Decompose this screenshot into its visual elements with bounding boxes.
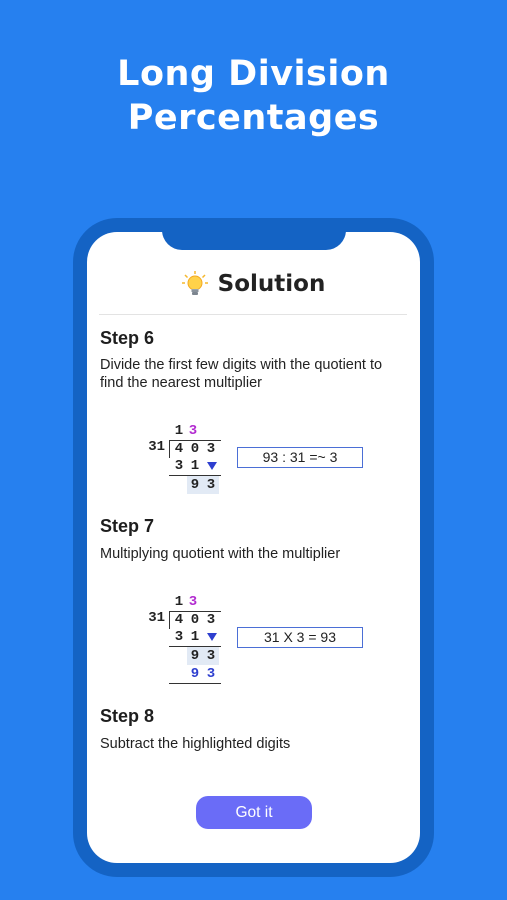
step-6-division [143,422,223,492]
dividend-digit: 3 [206,612,216,628]
product2-digit: 9 [190,666,200,682]
step-8-description: Subtract the highlighted digits [100,736,291,752]
product-digit: 3 [174,458,184,474]
dividend-digit: 4 [174,612,184,628]
quotient-digit: 1 [174,594,184,610]
dividend-digit: 0 [190,612,200,628]
bring-down-arrow-icon [207,462,217,470]
step-7-equation: 31 X 3 = 93 [237,627,363,648]
step-6-equation: 93 : 31 =~ 3 [237,447,363,468]
step-6-heading: Step 6 [100,328,155,348]
subtraction-line [169,683,221,684]
quotient-digit: 1 [174,423,184,439]
headline [0,52,507,140]
step-7-heading: Step 7 [100,516,155,536]
divisor: 31 [148,439,165,455]
quotient-digit: 3 [188,423,198,439]
phone-screen [87,232,420,863]
step-8-heading: Step 8 [100,706,155,726]
dividend-digit: 4 [174,441,184,457]
got-it-button[interactable]: Got it [196,796,312,829]
dividend-digit: 0 [190,441,200,457]
header-divider [99,314,407,315]
solution-title: Solution [217,271,326,297]
remainder-digit: 9 [187,647,203,665]
quotient-digit: 3 [188,594,198,610]
bring-down-arrow-icon [207,633,217,641]
product-digit: 3 [174,629,184,645]
product-digit: 1 [190,458,200,474]
lightbulb-icon [182,270,208,298]
divisor: 31 [148,610,165,626]
division-bracket [169,440,170,458]
product2-digit: 3 [206,666,216,682]
dividend-digit: 3 [206,441,216,457]
headline-line1: Long Division [117,54,390,94]
remainder-digit: 3 [203,647,219,665]
step-6-description: Divide the first few digits with the quotient to find the nearest multiplier [100,357,383,391]
step-7-division [143,593,223,683]
solution-header [87,266,420,302]
remainder-digit: 9 [187,476,203,494]
step-7-description: Multiplying quotient with the multiplier [100,546,341,562]
division-bracket [169,611,170,629]
remainder-digit: 3 [203,476,219,494]
headline-line2: Percentages [127,98,380,138]
phone-notch [162,232,346,250]
product-digit: 1 [190,629,200,645]
